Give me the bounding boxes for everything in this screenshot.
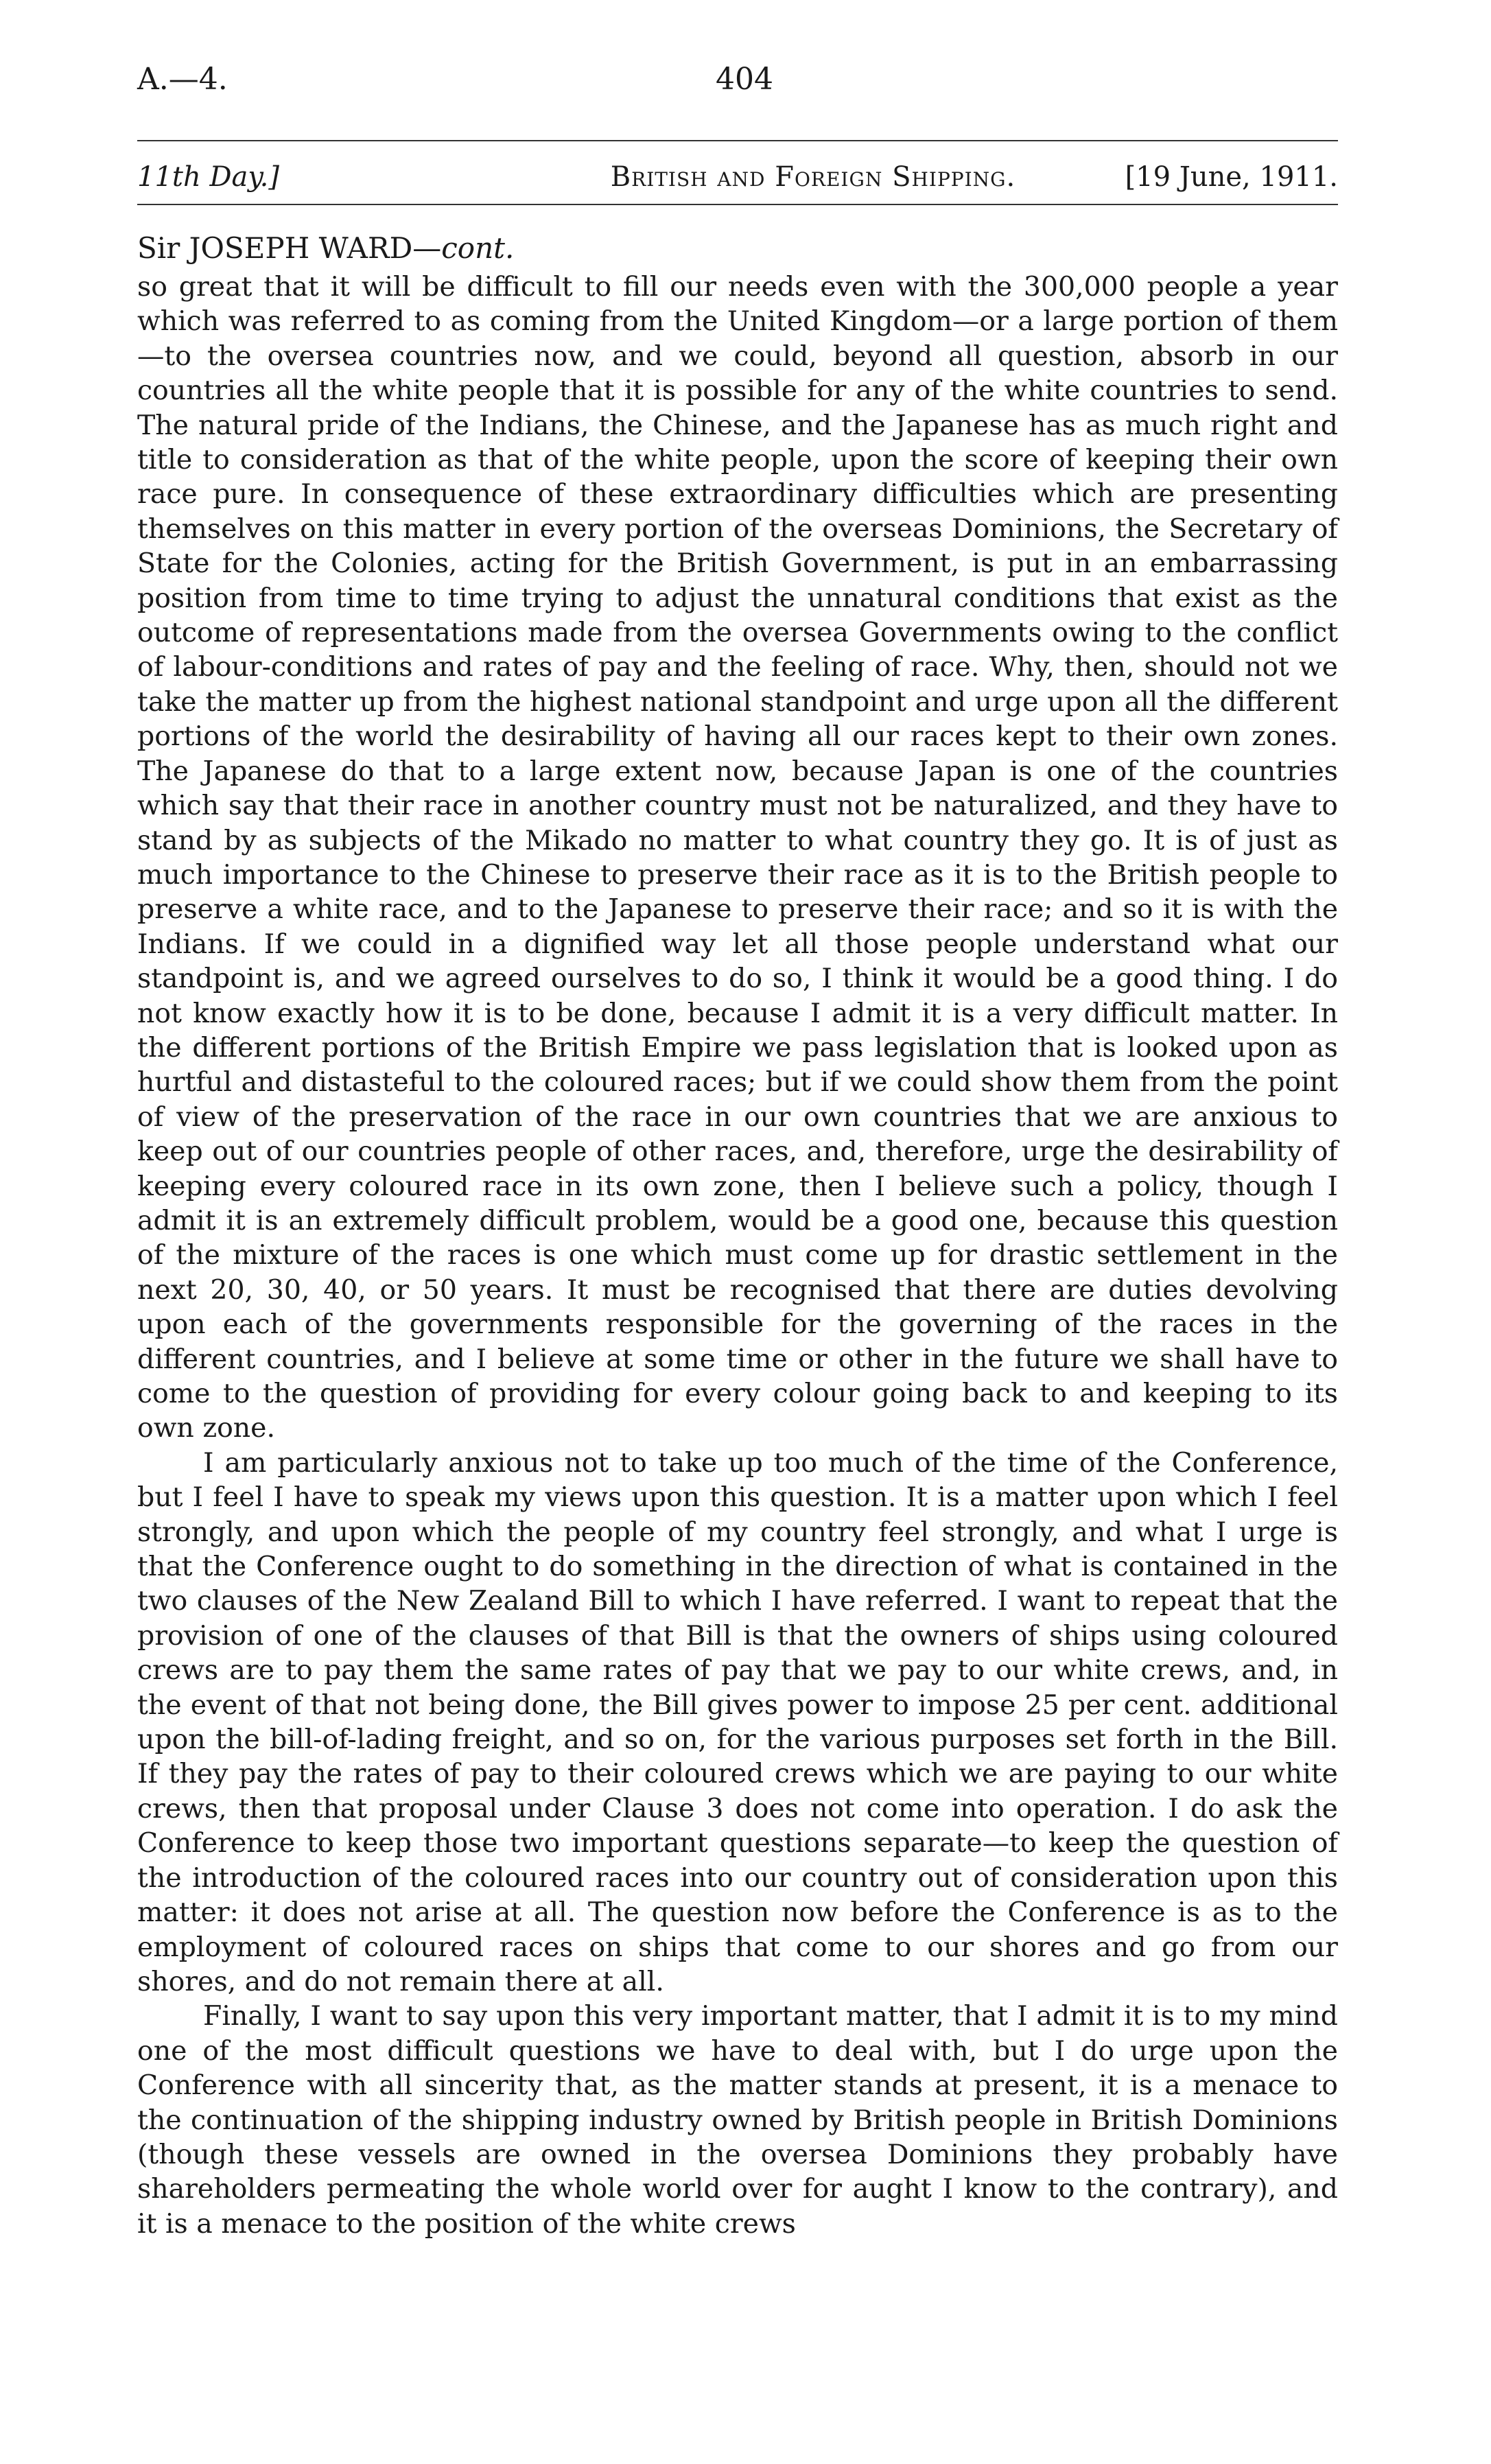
running-header [137, 156, 1338, 198]
speaker-heading [137, 228, 1338, 269]
speech-body [137, 270, 1338, 2241]
speaker-continued: cont. [441, 231, 515, 265]
header-bottom-rule [137, 204, 1338, 205]
header-top-rule [137, 140, 1338, 141]
page-number: 404 [716, 62, 773, 97]
paragraph: so great that it will be difficult to fill our needs even with the 300,000 people a year which was referred to as coming from the United Kingdom—or a large portion of them—to the oversea countries now, and we could, beyond all question, absorb in our countries all the white people that it is possible for any of the white countries to send. The natural pride of the Indians, the Chinese, and the Japanese has as much right and title to consideration as that of the white people, upon the score of keeping their own race pure. In consequence of these extraordinary difficulties which are presenting themselves on this matter in every portion of the overseas Dominions, the Secretary of State for the Colonies, acting for the British Government, is put in an embarrassing position from time to time trying to adjust the unnatural conditions that exist as the outcome of representations made from the oversea Governments owing to the conflict of labour-conditions and rates of pay and the feeling of race. Why, then, should not we take the matter up from the highest national standpoint and urge upon all the different portions of the world the desirability of having all our races kept to their own zones. The Japanese do that to a large extent now, because Japan is one of the countries which say that their race in another country must not be naturalized, and they have to stand by as subjects of the Mikado no matter to what country they go. It is of just as much importance to the Chinese to preserve their race as it is to the British people to preserve a white race, and to the Japanese to preserve their race; and so it is with the Indians. If we could in a dignified way let all those people understand what our standpoint is, and we agreed ourselves to do so, I think it would be a good thing. I do not know exactly how it is to be done, because I admit it is a very difficult matter. In the different portions of the British Empire we pass legislation that is looked upon as hurtful and distasteful to the coloured races; but if we could show them from the point of view of the preservation of the race in our own countries that we are anxious to keep out of our countries people of other races, and, therefore, urge the desirability of keeping every coloured race in its own zone, then I believe such a policy, though I admit it is an extremely difficult problem, would be a good one, because this question of the mixture of the races is one which must come up for drastic settlement in the next 20, 30, 40, or 50 years. It must be recognised that there are duties devolving upon each of the governments responsible for the governing of the races in the different countries, and I believe at some time or other in the future we shall have to come to the question of providing for every colour going back to and keeping to its own zone. [137, 271, 1338, 1444]
header-date: [19 June, 1911. [1125, 161, 1338, 193]
header-title: British and Foreign Shipping. [610, 161, 1016, 193]
header-day: 11th Day.] [137, 161, 279, 193]
series-number: A.—4. [137, 62, 228, 97]
speaker-name: Sir JOSEPH WARD— [137, 231, 442, 265]
paragraph: Finally, I want to say upon this very important matter, that I admit it is to my mind one of the most difficult questions we have to deal with, but I do urge upon the Conference with all sincerity that, as the matter stands at present, it is a menace to the continuation of the shipping industry owned by British people in British Dominions (though these vessels are owned in the oversea Dominions they probably have shareholders permeating the whole world over for aught I know to the contrary), and it is a menace to the position of the white crews [137, 2000, 1338, 2240]
paragraph: I am particularly anxious not to take up too much of the time of the Conference, but I feel I have to speak my views upon this question. It is a matter upon which I feel strongly, and upon which the people of my country feel strongly, and what I urge is that the Conference ought to do something in the direction of what is contained in the two clauses of the New Zealand Bill to which I have referred. I want to repeat that the provision of one of the clauses of that Bill is that the owners of ships using coloured crews are to pay them the same rates of pay that we pay to our white crews, and, in the event of that not being done, the Bill gives power to impose 25 per cent. additional upon the bill-of-lading freight, and so on, for the various purposes set forth in the Bill. If they pay the rates of pay to their coloured crews which we are paying to our white crews, then that proposal under Clause 3 does not come into operation. I do ask the Conference to keep those two important questions separate—to keep the question of the introduction of the coloured races into our country out of consideration upon this matter: it does not arise at all. The question now before the Conference is as to the employment of coloured races on ships that come to our shores and go from our shores, and do not remain there at all. [137, 1446, 1338, 1997]
reference-line [137, 59, 1338, 100]
